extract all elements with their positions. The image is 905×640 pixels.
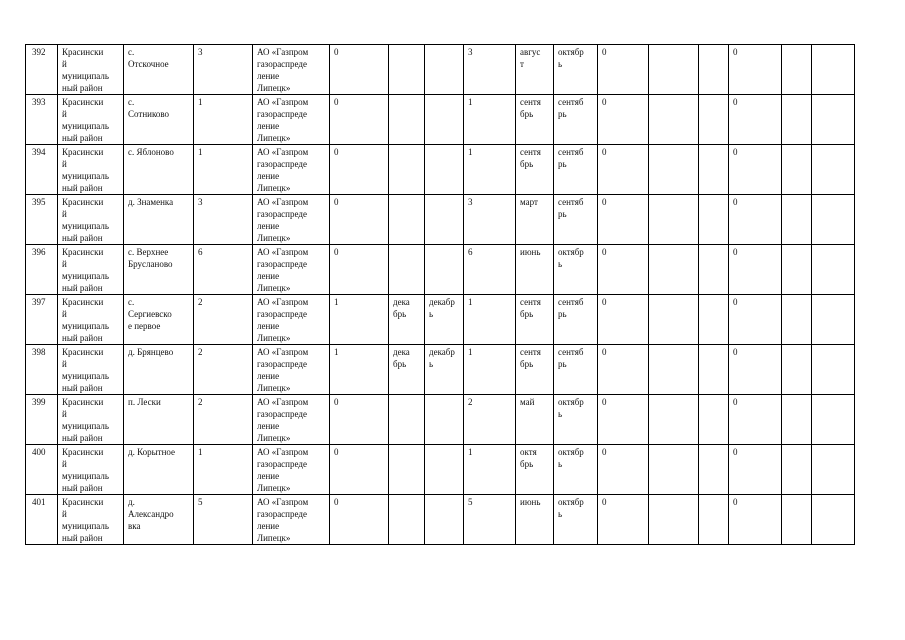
table-row [26, 245, 855, 295]
start-month-cell [782, 95, 812, 145]
total-count-cell: 3 [194, 45, 253, 95]
count-cell: 0 [729, 495, 782, 545]
end-month-cell [812, 495, 855, 545]
count-cell: 1 [464, 345, 516, 395]
settlement-cell: с. Сергиевско е первое [124, 295, 194, 345]
gasification-table [25, 44, 855, 545]
start-month-cell: июнь [516, 245, 554, 295]
count-cell: 0 [598, 45, 649, 95]
row-number-cell: 395 [26, 195, 58, 245]
start-month-cell [782, 495, 812, 545]
organization-cell: АО «Газпром газораспреде ление Липецк» [253, 145, 330, 195]
count-cell: 0 [598, 445, 649, 495]
end-month-cell [812, 95, 855, 145]
total-count-cell: 5 [194, 495, 253, 545]
start-month-cell [389, 395, 425, 445]
end-month-cell: декабр ь [425, 345, 464, 395]
end-month-cell [699, 495, 729, 545]
count-cell: 0 [598, 395, 649, 445]
count-cell: 3 [464, 45, 516, 95]
total-count-cell: 2 [194, 295, 253, 345]
total-count-cell: 6 [194, 245, 253, 295]
count-cell: 0 [330, 395, 389, 445]
end-month-cell [425, 45, 464, 95]
start-month-cell [389, 95, 425, 145]
count-cell: 3 [464, 195, 516, 245]
end-month-cell: сентяб рь [554, 95, 598, 145]
row-number-cell: 396 [26, 245, 58, 295]
end-month-cell [699, 395, 729, 445]
organization-cell: АО «Газпром газораспреде ление Липецк» [253, 345, 330, 395]
count-cell: 1 [464, 95, 516, 145]
start-month-cell [389, 195, 425, 245]
end-month-cell: сентяб рь [554, 195, 598, 245]
organization-cell: АО «Газпром газораспреде ление Липецк» [253, 295, 330, 345]
start-month-cell [649, 495, 699, 545]
start-month-cell: октя брь [516, 445, 554, 495]
start-month-cell [389, 45, 425, 95]
start-month-cell [782, 295, 812, 345]
end-month-cell [699, 295, 729, 345]
settlement-cell: с. Сотниково [124, 95, 194, 145]
count-cell: 0 [598, 495, 649, 545]
organization-cell: АО «Газпром газораспреде ление Липецк» [253, 395, 330, 445]
settlement-cell: с. Яблоново [124, 145, 194, 195]
count-cell: 1 [464, 445, 516, 495]
total-count-cell: 1 [194, 95, 253, 145]
end-month-cell [425, 195, 464, 245]
organization-cell: АО «Газпром газораспреде ление Липецк» [253, 95, 330, 145]
table-row [26, 495, 855, 545]
start-month-cell [389, 445, 425, 495]
end-month-cell [699, 445, 729, 495]
count-cell: 0 [330, 95, 389, 145]
table-row [26, 445, 855, 495]
end-month-cell: октябр ь [554, 395, 598, 445]
end-month-cell: сентяб рь [554, 295, 598, 345]
table-body [26, 45, 855, 545]
settlement-cell: с. Верхнее Брусланово [124, 245, 194, 295]
row-number-cell: 398 [26, 345, 58, 395]
end-month-cell: октябр ь [554, 245, 598, 295]
table-row [26, 295, 855, 345]
count-cell: 1 [330, 345, 389, 395]
total-count-cell: 1 [194, 445, 253, 495]
start-month-cell: июнь [516, 495, 554, 545]
row-number-cell: 393 [26, 95, 58, 145]
count-cell: 0 [330, 195, 389, 245]
count-cell: 0 [598, 145, 649, 195]
end-month-cell: октябр ь [554, 45, 598, 95]
settlement-cell: д. Александро вка [124, 495, 194, 545]
start-month-cell: сентя брь [516, 95, 554, 145]
end-month-cell [699, 45, 729, 95]
start-month-cell [782, 45, 812, 95]
count-cell: 0 [729, 45, 782, 95]
district-cell: Красински й муниципаль ный район [58, 45, 124, 95]
start-month-cell: сентя брь [516, 145, 554, 195]
district-cell: Красински й муниципаль ный район [58, 445, 124, 495]
district-cell: Красински й муниципаль ный район [58, 95, 124, 145]
count-cell: 0 [330, 245, 389, 295]
start-month-cell [649, 245, 699, 295]
end-month-cell [425, 145, 464, 195]
count-cell: 1 [464, 295, 516, 345]
settlement-cell: д. Знаменка [124, 195, 194, 245]
end-month-cell [425, 245, 464, 295]
settlement-cell: д. Брянцево [124, 345, 194, 395]
start-month-cell [649, 45, 699, 95]
organization-cell: АО «Газпром газораспреде ление Липецк» [253, 445, 330, 495]
organization-cell: АО «Газпром газораспреде ление Липецк» [253, 495, 330, 545]
count-cell: 0 [729, 95, 782, 145]
count-cell: 0 [729, 145, 782, 195]
count-cell: 0 [729, 345, 782, 395]
start-month-cell [782, 245, 812, 295]
end-month-cell: октябр ь [554, 445, 598, 495]
end-month-cell [425, 395, 464, 445]
count-cell: 1 [464, 145, 516, 195]
row-number-cell: 397 [26, 295, 58, 345]
table-row [26, 95, 855, 145]
start-month-cell: сентя брь [516, 295, 554, 345]
district-cell: Красински й муниципаль ный район [58, 295, 124, 345]
count-cell: 0 [598, 195, 649, 245]
total-count-cell: 3 [194, 195, 253, 245]
end-month-cell: декабр ь [425, 295, 464, 345]
start-month-cell: сентя брь [516, 345, 554, 395]
count-cell: 0 [729, 295, 782, 345]
count-cell: 0 [729, 195, 782, 245]
end-month-cell [699, 245, 729, 295]
settlement-cell: п. Лески [124, 395, 194, 445]
count-cell: 0 [729, 395, 782, 445]
count-cell: 0 [729, 445, 782, 495]
count-cell: 0 [330, 495, 389, 545]
start-month-cell [649, 145, 699, 195]
start-month-cell [782, 195, 812, 245]
count-cell: 0 [330, 145, 389, 195]
start-month-cell [782, 445, 812, 495]
start-month-cell: май [516, 395, 554, 445]
end-month-cell [812, 345, 855, 395]
start-month-cell [389, 245, 425, 295]
end-month-cell [699, 95, 729, 145]
end-month-cell [812, 295, 855, 345]
row-number-cell: 401 [26, 495, 58, 545]
start-month-cell [649, 445, 699, 495]
district-cell: Красински й муниципаль ный район [58, 245, 124, 295]
end-month-cell [425, 495, 464, 545]
start-month-cell [649, 195, 699, 245]
total-count-cell: 2 [194, 345, 253, 395]
district-cell: Красински й муниципаль ный район [58, 345, 124, 395]
count-cell: 0 [330, 445, 389, 495]
count-cell: 2 [464, 395, 516, 445]
row-number-cell: 399 [26, 395, 58, 445]
end-month-cell [812, 395, 855, 445]
start-month-cell [649, 345, 699, 395]
start-month-cell [649, 395, 699, 445]
table-row [26, 145, 855, 195]
table-row [26, 395, 855, 445]
start-month-cell: авгус т [516, 45, 554, 95]
total-count-cell: 2 [194, 395, 253, 445]
end-month-cell [812, 45, 855, 95]
start-month-cell: дека брь [389, 345, 425, 395]
organization-cell: АО «Газпром газораспреде ление Липецк» [253, 245, 330, 295]
end-month-cell [812, 245, 855, 295]
settlement-cell: с. Отскочное [124, 45, 194, 95]
count-cell: 0 [598, 345, 649, 395]
end-month-cell: октябр ь [554, 495, 598, 545]
end-month-cell [812, 195, 855, 245]
end-month-cell [699, 345, 729, 395]
end-month-cell [812, 445, 855, 495]
table-row [26, 345, 855, 395]
district-cell: Красински й муниципаль ный район [58, 395, 124, 445]
end-month-cell: сентяб рь [554, 145, 598, 195]
end-month-cell [699, 145, 729, 195]
end-month-cell [425, 95, 464, 145]
count-cell: 0 [729, 245, 782, 295]
total-count-cell: 1 [194, 145, 253, 195]
start-month-cell: март [516, 195, 554, 245]
start-month-cell [782, 395, 812, 445]
end-month-cell [699, 195, 729, 245]
start-month-cell [649, 295, 699, 345]
row-number-cell: 392 [26, 45, 58, 95]
row-number-cell: 394 [26, 145, 58, 195]
settlement-cell: д. Корытное [124, 445, 194, 495]
start-month-cell [389, 495, 425, 545]
end-month-cell: сентяб рь [554, 345, 598, 395]
count-cell: 0 [330, 45, 389, 95]
table-row [26, 195, 855, 245]
end-month-cell [425, 445, 464, 495]
count-cell: 0 [598, 245, 649, 295]
district-cell: Красински й муниципаль ный район [58, 495, 124, 545]
count-cell: 6 [464, 245, 516, 295]
start-month-cell [782, 145, 812, 195]
district-cell: Красински й муниципаль ный район [58, 145, 124, 195]
start-month-cell: дека брь [389, 295, 425, 345]
organization-cell: АО «Газпром газораспреде ление Липецк» [253, 45, 330, 95]
start-month-cell [389, 145, 425, 195]
count-cell: 1 [330, 295, 389, 345]
count-cell: 0 [598, 295, 649, 345]
count-cell: 0 [598, 95, 649, 145]
row-number-cell: 400 [26, 445, 58, 495]
end-month-cell [812, 145, 855, 195]
organization-cell: АО «Газпром газораспреде ление Липецк» [253, 195, 330, 245]
count-cell: 5 [464, 495, 516, 545]
table-row [26, 45, 855, 95]
start-month-cell [649, 95, 699, 145]
start-month-cell [782, 345, 812, 395]
district-cell: Красински й муниципаль ный район [58, 195, 124, 245]
